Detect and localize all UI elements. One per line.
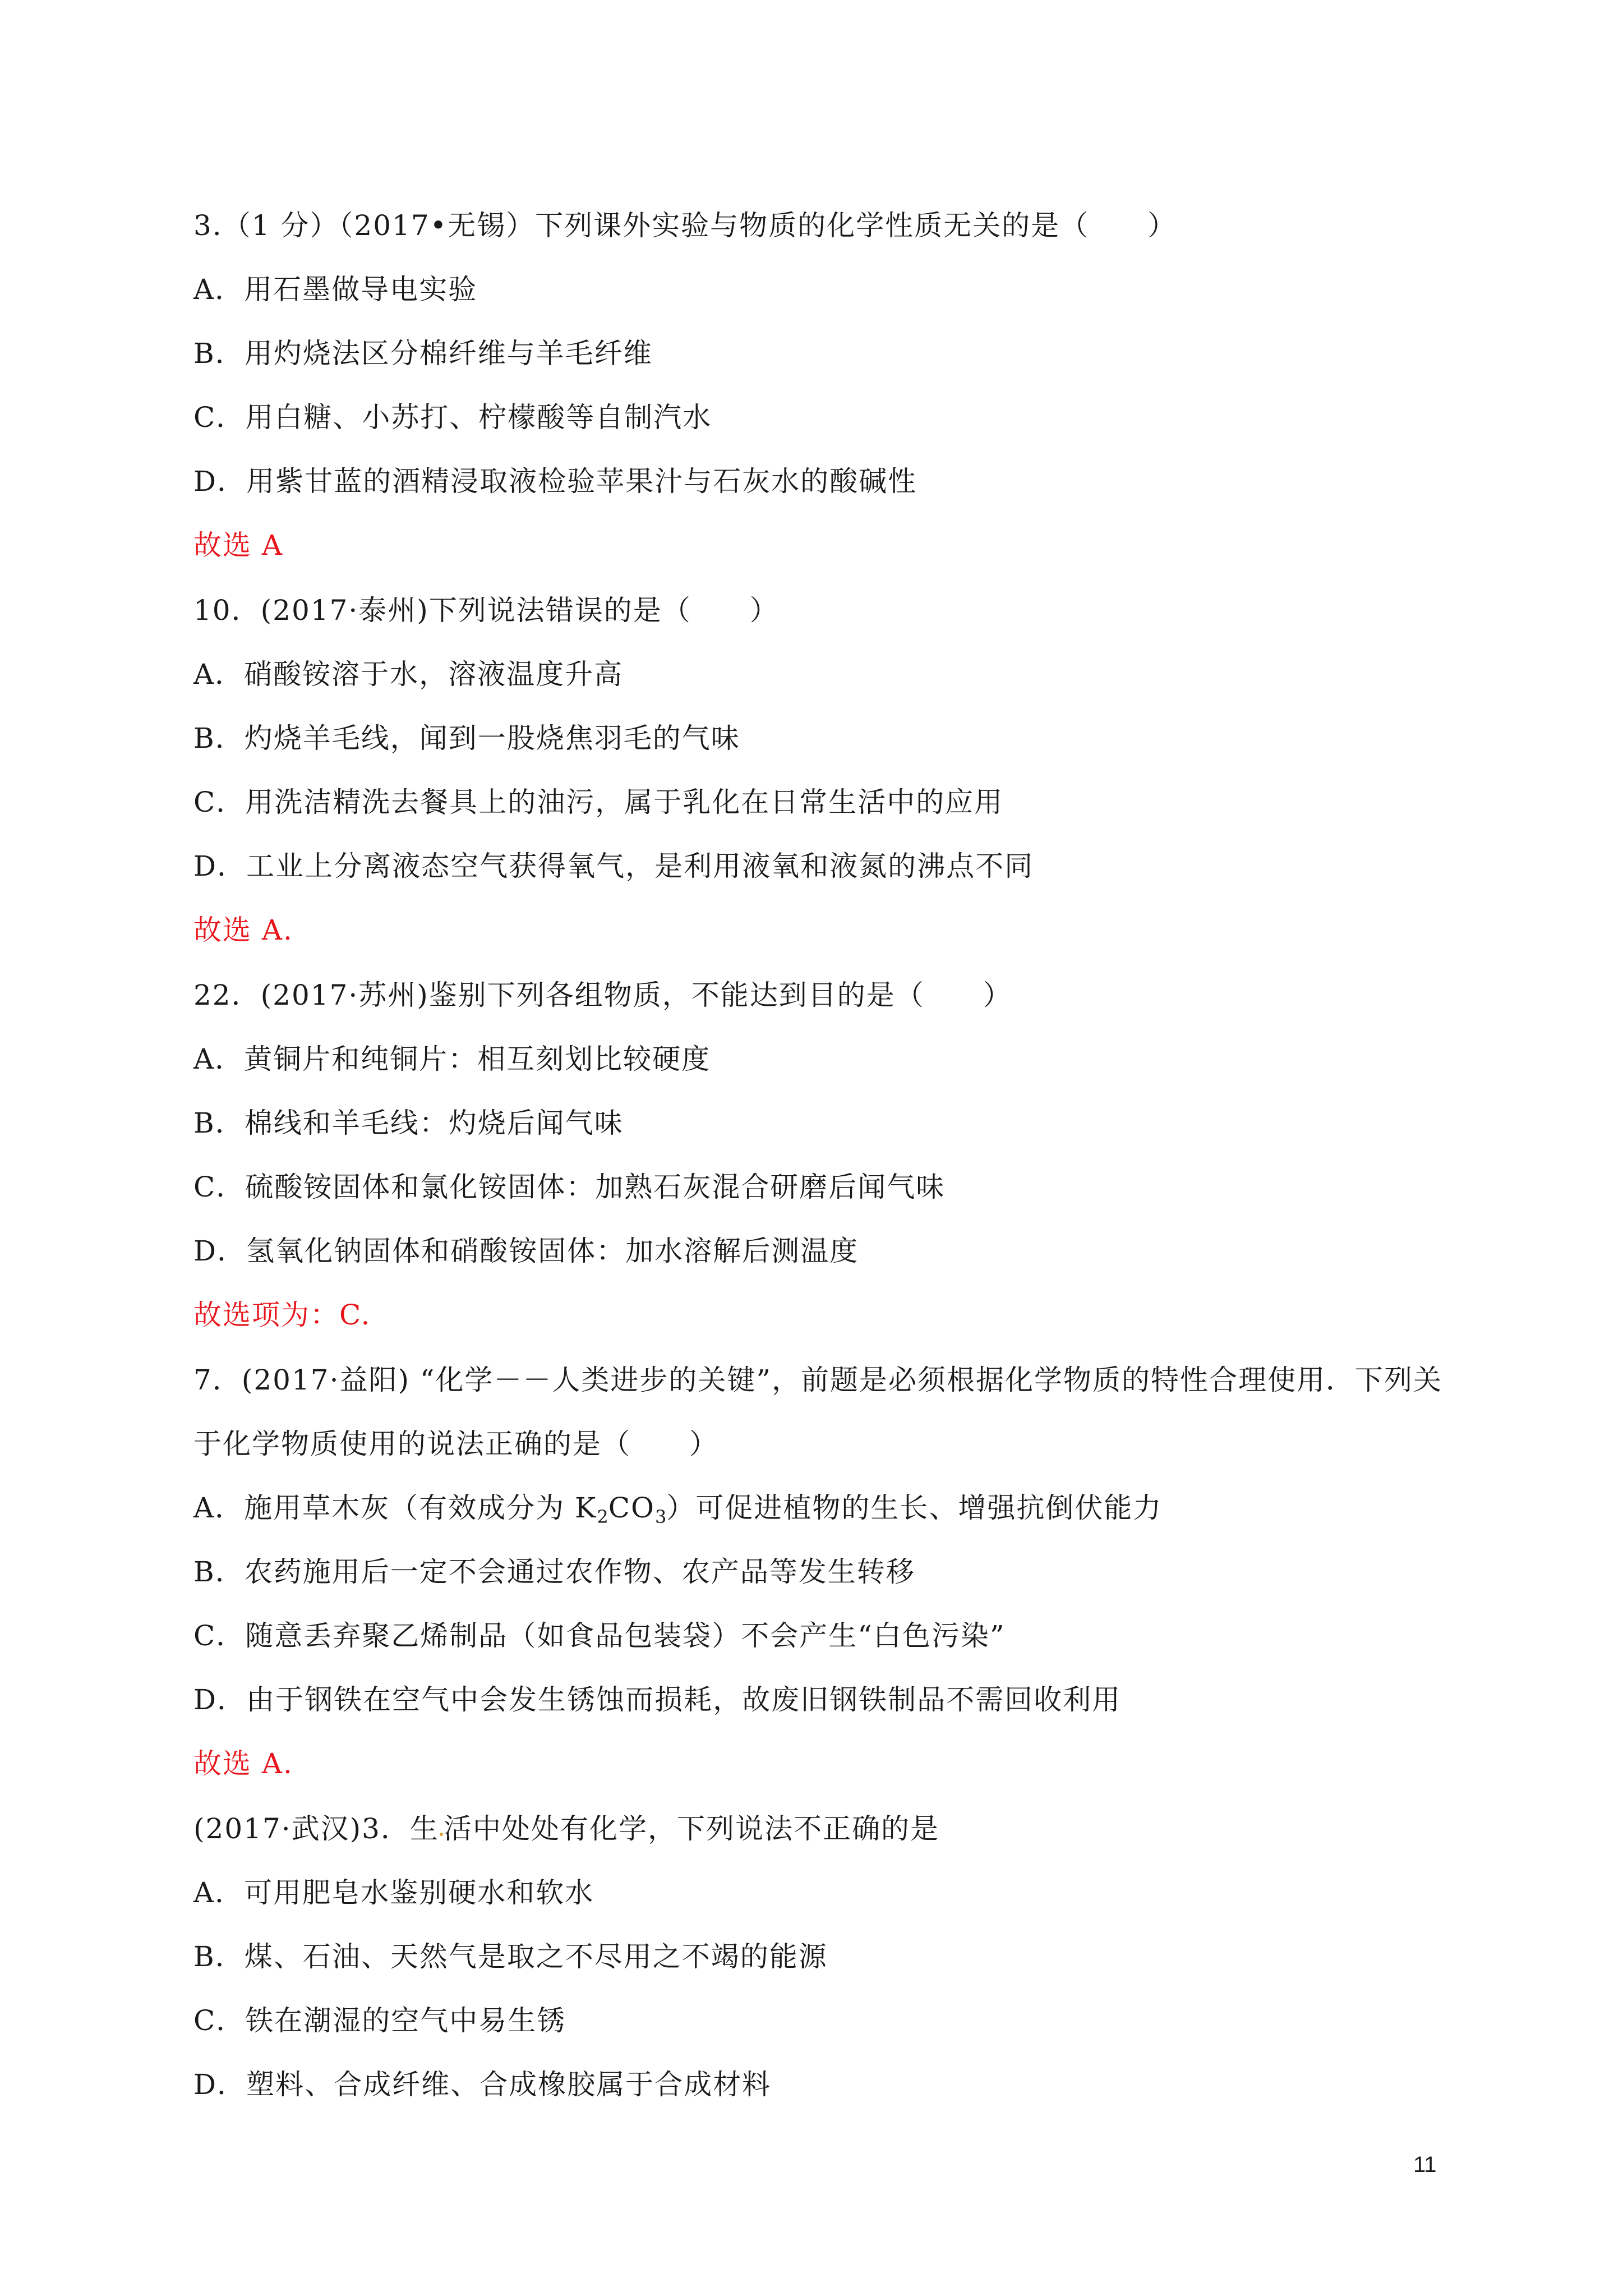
question-4-option-d: D．由于钢铁在空气中会发生锈蚀而损耗，故废旧钢铁制品不需回收利用: [193, 1683, 1122, 1716]
question-1-option-a: A．用石墨做导电实验: [193, 273, 478, 306]
question-4-answer: 故选 A.: [193, 1747, 293, 1780]
question-1-option-d: D．用紫甘蓝的酒精浸取液检验苹果汁与石灰水的酸碱性: [193, 465, 917, 498]
question-3-option-d: D．氢氧化钠固体和硝酸铵固体：加水溶解后测温度: [193, 1235, 859, 1267]
question-3-option-b: B．棉线和羊毛线：灼烧后闻气味: [193, 1107, 624, 1139]
question-5-stem-after: 活中处处有化学，下列说法不正确的是: [443, 1812, 939, 1845]
question-2-stem: 10．(2017·泰州)下列说法错误的是（ ）: [193, 594, 779, 627]
question-5-stem-before: (2017·武汉)3．生: [193, 1812, 439, 1845]
page-number: 11: [1413, 2152, 1437, 2177]
question-5-option-a: A．可用肥皂水鉴别硬水和软水: [193, 1876, 594, 1909]
question-1-option-c: C．用白糖、小苏打、柠檬酸等自制汽水: [193, 401, 712, 434]
option-a-text-after: ）可促进植物的生长、增强抗倒伏能力: [666, 1492, 1163, 1524]
question-2-option-a: A．硝酸铵溶于水，溶液温度升高: [193, 658, 624, 691]
question-3-option-c: C．硫酸铵固体和氯化铵固体：加熟石灰混合研磨后闻气味: [193, 1171, 946, 1203]
option-a-text-mid: CO: [608, 1492, 655, 1524]
question-5-option-d: D．塑料、合成纤维、合成橡胶属于合成材料: [193, 2068, 772, 2101]
question-4-stem-line-2: 于化学物质使用的说法正确的是（ ）: [193, 1428, 718, 1460]
question-1-option-b: B．用灼烧法区分棉纤维与羊毛纤维: [193, 337, 653, 370]
question-3-stem: 22．(2017·苏州)鉴别下列各组物质，不能达到目的是（ ）: [193, 979, 1012, 1011]
question-5-option-c: C．铁在潮湿的空气中易生锈: [193, 2004, 566, 2037]
question-4-stem-line-1: 7．(2017·益阳) “化学－－人类进步的关键”，前题是必须根据化学物质的特性合理使用．下列关: [193, 1364, 1442, 1396]
question-2-answer: 故选 A.: [193, 914, 293, 946]
question-2-option-b: B．灼烧羊毛线，闻到一股烧焦羽毛的气味: [193, 722, 740, 754]
question-4-option-c: C．随意丢弃聚乙烯制品（如食品包装袋）不会产生“白色污染”: [193, 1619, 1006, 1652]
ink-dot-mark: [440, 1833, 443, 1836]
oxygen-subscript: 3: [654, 1506, 667, 1527]
question-3-option-a: A．黄铜片和纯铜片：相互刻划比较硬度: [193, 1043, 711, 1075]
question-2-option-c: C．用洗洁精洗去餐具上的油污，属于乳化在日常生活中的应用: [193, 786, 1004, 818]
question-1-answer: 故选 A: [193, 529, 284, 562]
question-1-stem: 3.（1 分）（2017•无锡）下列课外实验与物质的化学性质无关的是（ ）: [193, 209, 1177, 242]
potassium-subscript: 2: [597, 1506, 608, 1527]
question-2-option-d: D．工业上分离液态空气获得氧气，是利用液氧和液氮的沸点不同: [193, 850, 1034, 882]
question-5-stem: [193, 1812, 939, 1846]
question-5-option-b: B．煤、石油、天然气是取之不尽用之不竭的能源: [193, 1940, 828, 1973]
question-4-option-a: [193, 1491, 1162, 1534]
question-4-option-b: B．农药施用后一定不会通过农作物、农产品等发生转移: [193, 1556, 915, 1588]
question-3-answer: 故选项为：C.: [193, 1299, 371, 1331]
option-a-text-before: A．施用草木灰（有效成分为 K: [193, 1492, 597, 1524]
